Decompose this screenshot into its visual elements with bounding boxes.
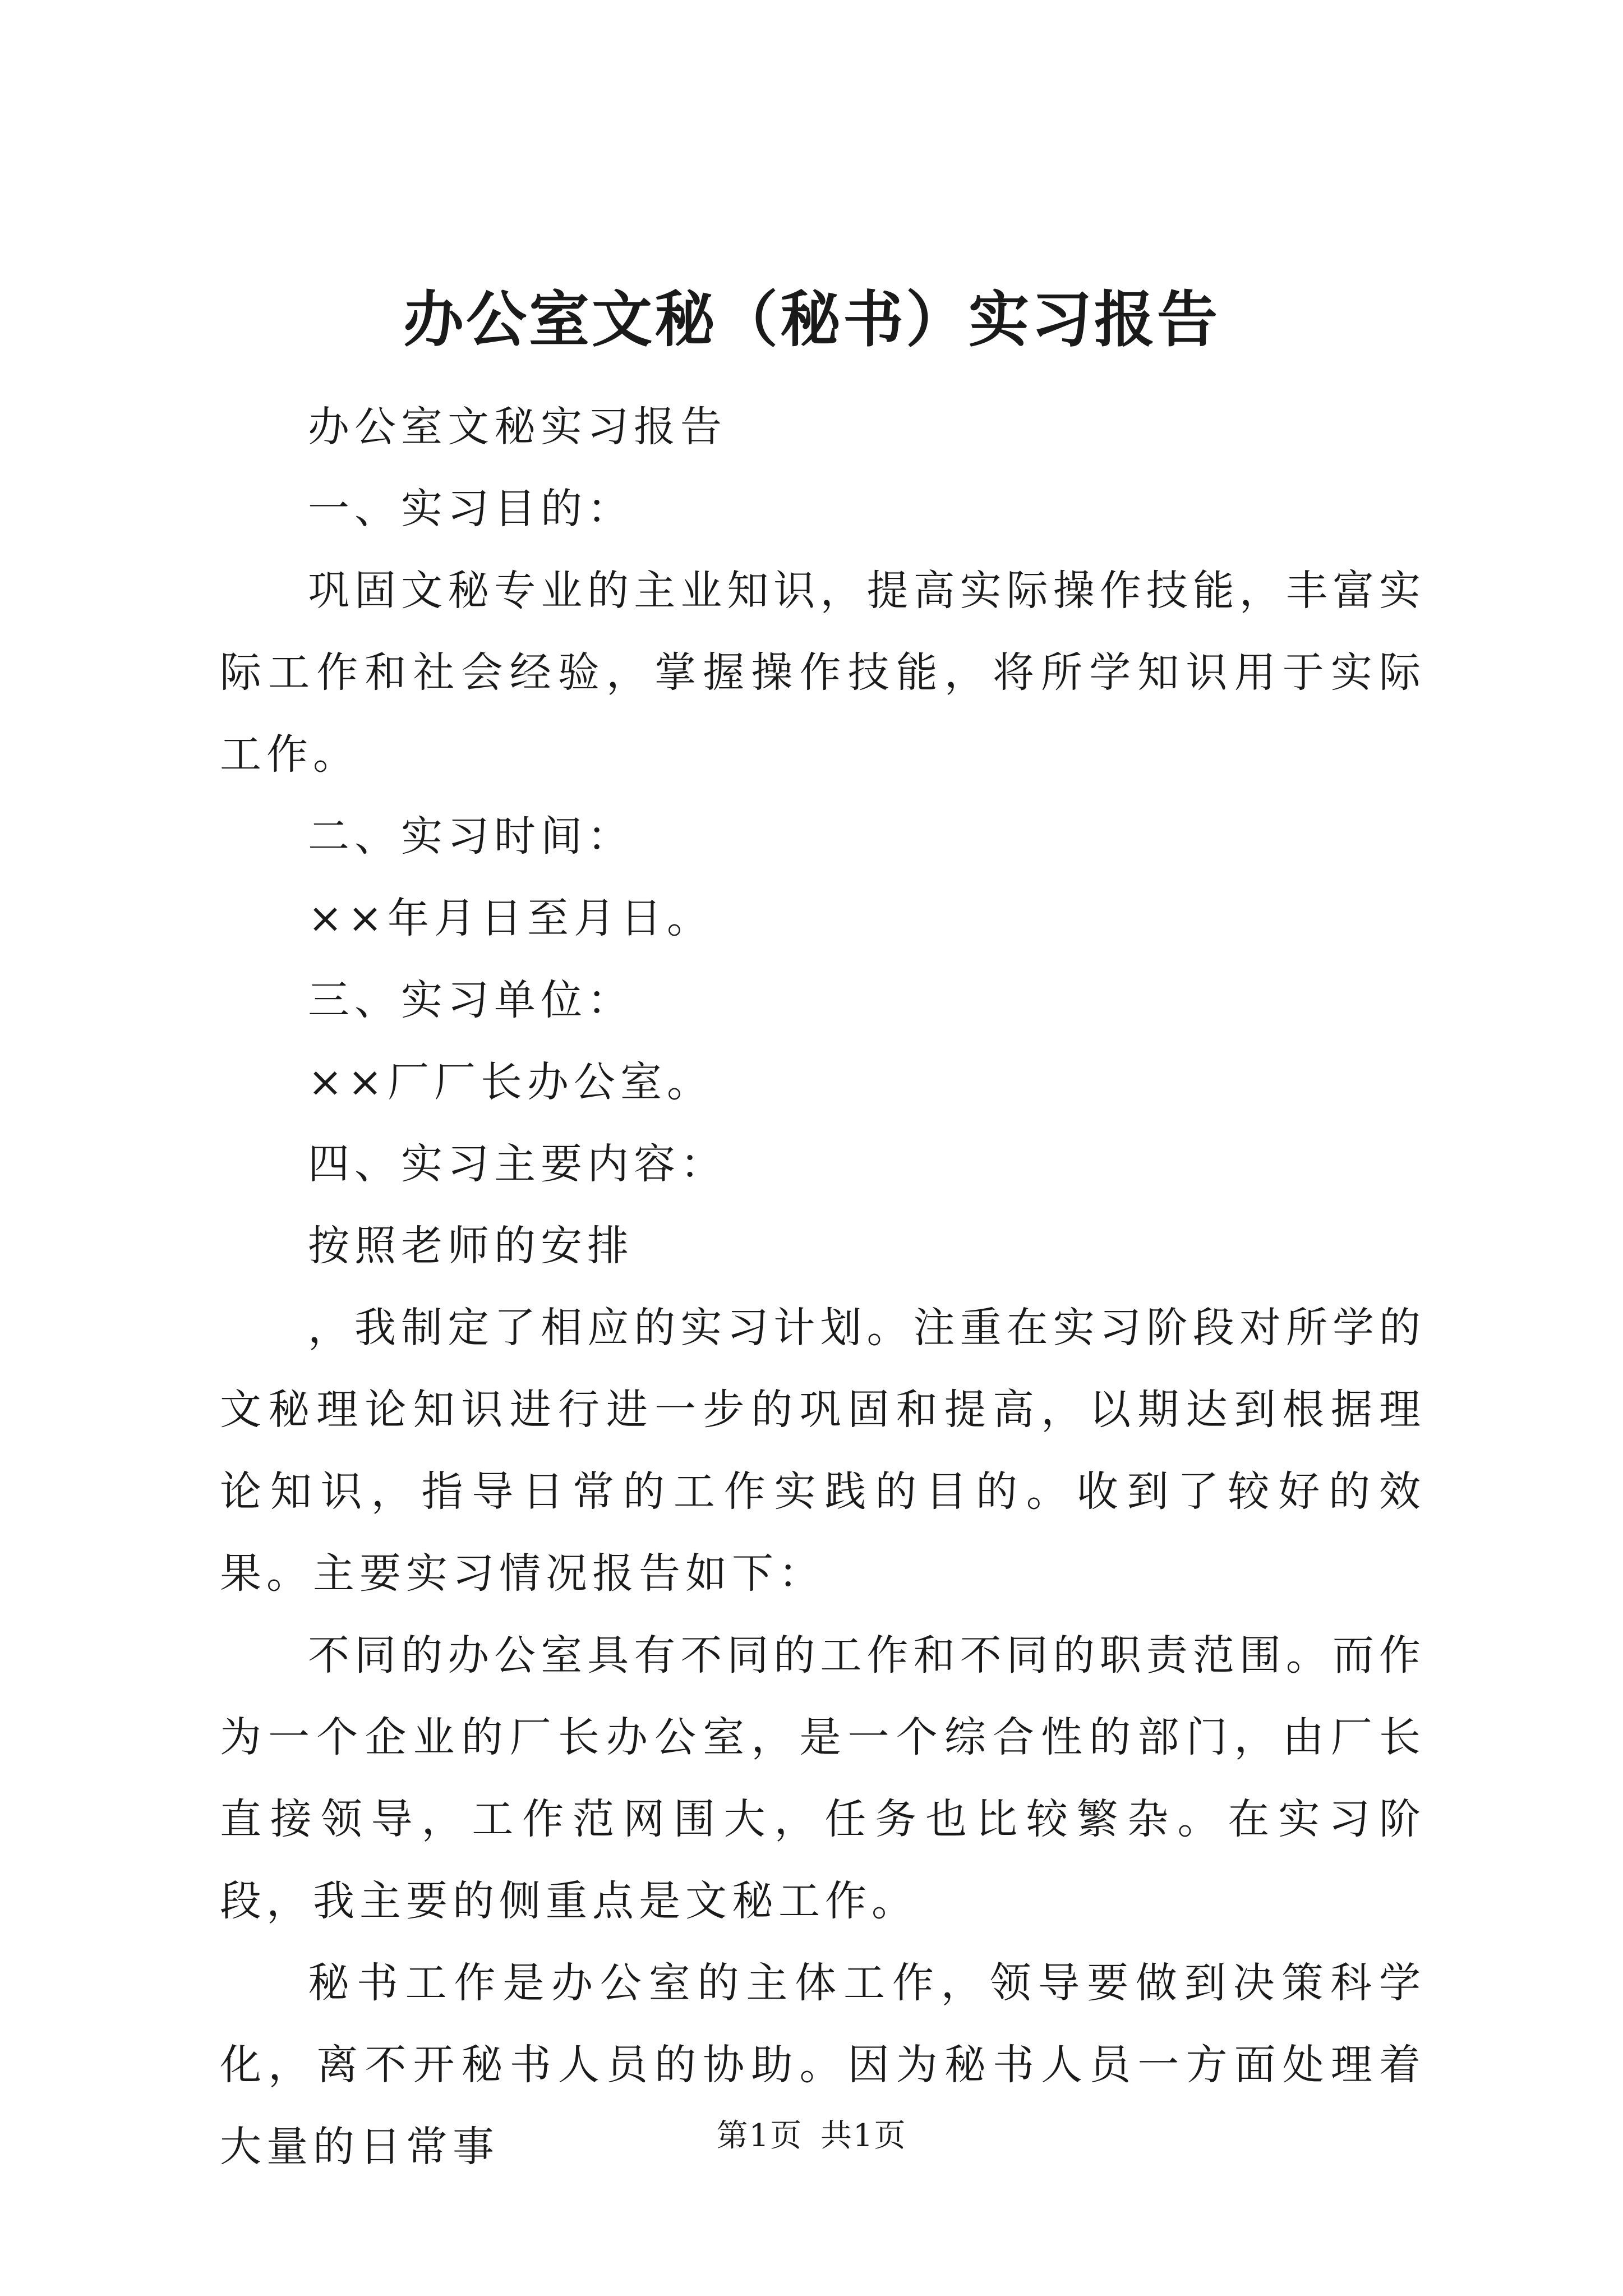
section-heading: 一、实习目的： [308, 485, 634, 533]
document-body [220, 386, 1426, 2188]
section-heading: 二、实习时间： [308, 812, 634, 861]
paragraph: 不同的办公室具有不同的工作和不同的职责范围。而作为一个企业的厂长办公室，是一个综合性的部门，由厂长直接领导，工作范网围大，任务也比较繁杂。在实习阶段，我主要的侧重点是文秘工作。 [220, 1631, 1426, 1925]
paragraph: 按照老师的安排 [308, 1222, 634, 1270]
document-title: 办公室文秘（秘书）实习报告 [403, 284, 1220, 355]
paragraph: 巩固文秘专业的主业知识，提高实际操作技能，丰富实际工作和社会经验，掌握操作技能，将所学知识用于实际工作。 [220, 567, 1426, 779]
page-total: 共1页 [820, 2118, 907, 2154]
paragraph: ××厂厂长办公室。 [308, 1058, 714, 1106]
paragraph: 秘书工作是办公室的主体工作，领导要做到决策科学化，离不开秘书人员的协助。因为秘书人员一方面处理着大量的日常事 [220, 1959, 1426, 2171]
section-heading: 三、实习单位： [308, 976, 634, 1024]
page-number: 第1页 [716, 2118, 803, 2154]
page-footer [0, 2114, 1623, 2159]
section-heading: 四、实习主要内容： [308, 1140, 727, 1188]
paragraph: ，我制定了相应的实习计划。注重在实习阶段对所学的文秘理论知识进行进一步的巩固和提高，以期达到根据理论知识，指导日常的工作实践的目的。收到了较好的效果。主要实习情况报告如下： [220, 1304, 1426, 1598]
paragraph: 办公室文秘实习报告 [308, 403, 727, 451]
paragraph: ××年月日至月日。 [308, 894, 714, 942]
